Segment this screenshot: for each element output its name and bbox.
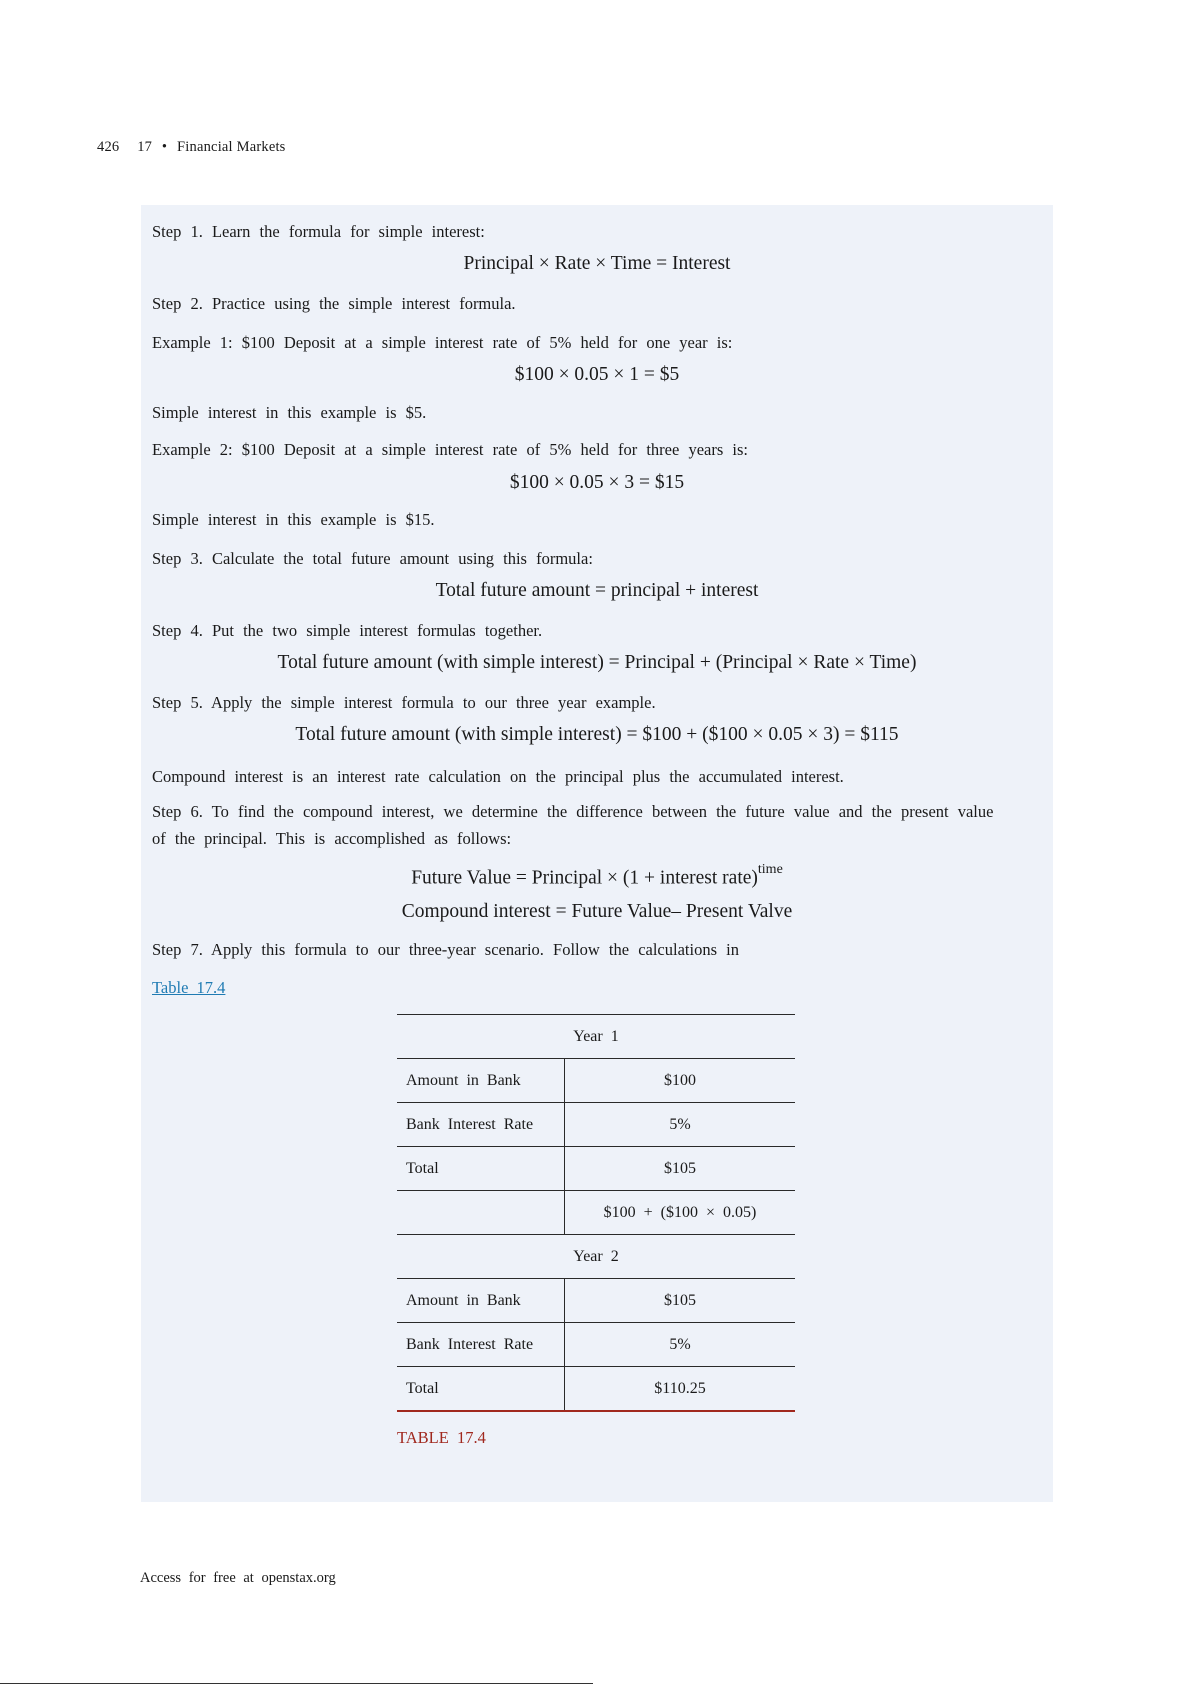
header-bullet: • [161, 139, 168, 155]
step-5-text: Step 5. Apply the simple interest formula to our three year example. [152, 693, 656, 712]
chapter-number: 17 [137, 139, 153, 155]
three-year-simple-interest-equation: Total future amount (with simple interest) = $100 + ($100 × 0.05 × 3) = $115 [295, 724, 899, 745]
row-value: $110.25 [565, 1367, 796, 1412]
compound-interest-formula: Compound interest = Future Value– Present Valve [401, 901, 793, 922]
step-4-text: Step 4. Put the two simple interest formulas together. [152, 621, 543, 640]
row-label: Bank Interest Rate [397, 1323, 565, 1367]
table-row [397, 1191, 795, 1235]
row-value: 5% [565, 1103, 796, 1147]
table-row [397, 1367, 795, 1412]
table-17-4-link[interactable]: Table 17.4 [152, 978, 226, 997]
step-3-text: Step 3. Calculate the total future amount using this formula: [152, 549, 593, 568]
year-2-header: Year 2 [397, 1235, 795, 1279]
future-value-formula-main: Future Value = Principal × (1 + interest rate) [411, 867, 758, 889]
row-label: Amount in Bank [397, 1059, 565, 1103]
row-value: $105 [565, 1147, 796, 1191]
example-1-equation: $100 × 0.05 × 1 = $5 [514, 364, 680, 385]
step-6-text: Step 6. To find the compound interest, we determine the difference between the future value and the present value of the principal. This is accomplished as follows: [152, 802, 994, 848]
row-value: 5% [565, 1323, 796, 1367]
row-label [397, 1191, 565, 1235]
combined-simple-interest-formula: Total future amount (with simple interest) = Principal + (Principal × Rate × Time) [277, 652, 917, 673]
table-row [397, 1147, 795, 1191]
step-2-text: Step 2. Practice using the simple interest formula. [152, 294, 516, 313]
table-caption: TABLE 17.4 [397, 1428, 486, 1447]
row-value: $100 [565, 1059, 796, 1103]
compound-interest-definition: Compound interest is an interest rate calculation on the principal plus the accumulated interest. [152, 767, 844, 786]
row-value: $100 + ($100 × 0.05) [565, 1191, 796, 1235]
simple-interest-formula: Principal × Rate × Time = Interest [463, 253, 731, 274]
future-value-formula [141, 862, 1053, 890]
row-label: Amount in Bank [397, 1279, 565, 1323]
year-1-header: Year 1 [397, 1015, 795, 1059]
table-row [397, 1103, 795, 1147]
example-2-equation: $100 × 0.05 × 3 = $15 [509, 472, 685, 493]
running-header [97, 139, 286, 156]
example-1-text: Example 1: $100 Deposit at a simple interest rate of 5% held for one year is: [152, 333, 733, 352]
row-label: Bank Interest Rate [397, 1103, 565, 1147]
footer-text: Access for free at openstax.org [140, 1570, 336, 1586]
row-label: Total [397, 1367, 565, 1412]
table-row [397, 1059, 795, 1103]
row-value: $105 [565, 1279, 796, 1323]
total-future-amount-formula: Total future amount = principal + interest [435, 580, 759, 601]
example-2-text: Example 2: $100 Deposit at a simple interest rate of 5% held for three years is: [152, 440, 748, 459]
future-value-formula-exponent: time [757, 862, 783, 877]
chapter-title: Financial Markets [177, 139, 286, 155]
example-1-result: Simple interest in this example is $5. [152, 403, 427, 422]
page-number: 426 [97, 139, 120, 155]
example-2-result: Simple interest in this example is $15. [152, 510, 435, 529]
table-row [397, 1279, 795, 1323]
step-7-text: Step 7. Apply this formula to our three-year scenario. Follow the calculations in [152, 940, 739, 959]
row-label: Total [397, 1147, 565, 1191]
page-bottom-rule [0, 1683, 593, 1684]
table-row [397, 1323, 795, 1367]
compound-interest-table [397, 1014, 795, 1412]
step-1-text: Step 1. Learn the formula for simple interest: [152, 222, 485, 241]
